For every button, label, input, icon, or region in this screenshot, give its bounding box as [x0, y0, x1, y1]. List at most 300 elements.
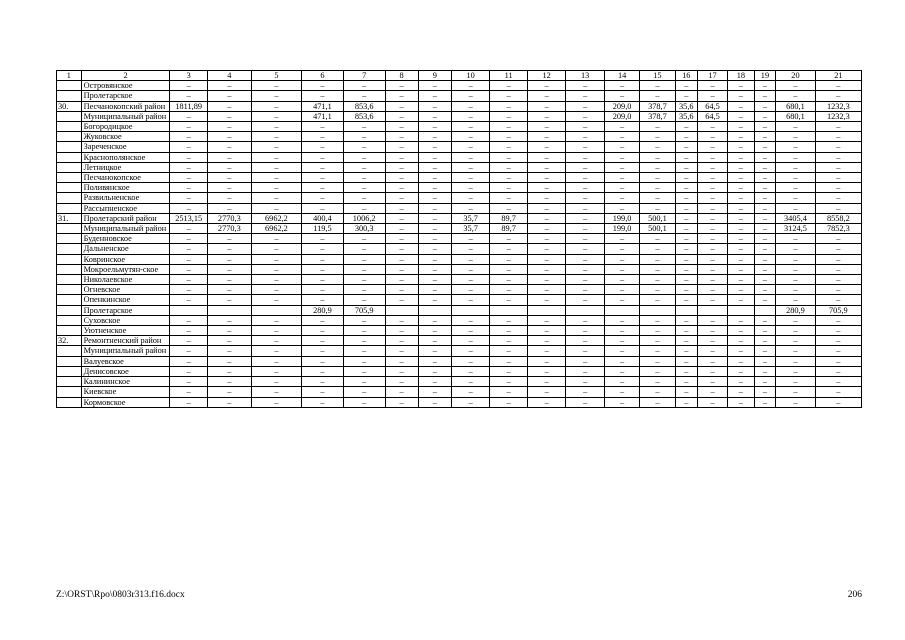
- value-cell: –: [251, 315, 301, 325]
- value-cell: –: [640, 244, 675, 254]
- table-row: [57, 203, 862, 213]
- value-cell: –: [640, 203, 675, 213]
- value-cell: 1811,89: [170, 101, 207, 111]
- value-cell: –: [490, 122, 527, 132]
- value-cell: –: [170, 152, 207, 162]
- value-cell: –: [604, 264, 639, 274]
- row-name-cell: Песчанокопское: [81, 173, 170, 183]
- value-cell: –: [728, 173, 755, 183]
- table-row: [57, 91, 862, 101]
- value-cell: –: [815, 234, 861, 244]
- value-cell: –: [418, 142, 451, 152]
- row-number-cell: [57, 152, 82, 162]
- value-cell: –: [776, 295, 816, 305]
- value-cell: –: [251, 356, 301, 366]
- row-number-cell: [57, 111, 82, 121]
- value-cell: –: [640, 142, 675, 152]
- column-header-16: 16: [675, 71, 697, 81]
- value-cell: –: [698, 142, 728, 152]
- value-cell: –: [566, 173, 605, 183]
- value-cell: –: [251, 162, 301, 172]
- value-cell: –: [604, 326, 639, 336]
- value-cell: –: [418, 366, 451, 376]
- value-cell: –: [451, 264, 490, 274]
- value-cell: –: [698, 346, 728, 356]
- value-cell: –: [815, 91, 861, 101]
- value-cell: –: [754, 81, 775, 91]
- value-cell: –: [566, 122, 605, 132]
- value-cell: –: [385, 295, 418, 305]
- value-cell: –: [207, 122, 251, 132]
- row-name-cell: Островянское: [81, 81, 170, 91]
- value-cell: –: [640, 387, 675, 397]
- row-name-cell: Краснополянское: [81, 152, 170, 162]
- value-cell: –: [675, 244, 697, 254]
- value-cell: –: [527, 91, 566, 101]
- row-number-cell: [57, 203, 82, 213]
- value-cell: 280,9: [776, 305, 816, 315]
- value-cell: –: [170, 183, 207, 193]
- value-cell: –: [490, 111, 527, 121]
- value-cell: –: [251, 81, 301, 91]
- value-cell: –: [207, 193, 251, 203]
- value-cell: –: [675, 264, 697, 274]
- value-cell: –: [815, 183, 861, 193]
- value-cell: –: [675, 387, 697, 397]
- value-cell: –: [604, 377, 639, 387]
- value-cell: –: [675, 254, 697, 264]
- value-cell: –: [490, 193, 527, 203]
- value-cell: –: [385, 336, 418, 346]
- value-cell: –: [207, 295, 251, 305]
- column-header-11: 11: [490, 71, 527, 81]
- value-cell: –: [728, 254, 755, 264]
- value-cell: –: [385, 173, 418, 183]
- value-cell: 471,1: [302, 111, 344, 121]
- value-cell: –: [754, 234, 775, 244]
- row-number-cell: [57, 264, 82, 274]
- value-cell: –: [385, 285, 418, 295]
- value-cell: –: [754, 387, 775, 397]
- value-cell: –: [640, 234, 675, 244]
- value-cell: –: [385, 356, 418, 366]
- value-cell: –: [207, 254, 251, 264]
- value-cell: –: [698, 213, 728, 223]
- value-cell: –: [343, 336, 385, 346]
- value-cell: –: [776, 91, 816, 101]
- row-name-cell: Огневское: [81, 285, 170, 295]
- value-cell: –: [776, 264, 816, 274]
- value-cell: –: [343, 193, 385, 203]
- value-cell: –: [490, 183, 527, 193]
- value-cell: –: [640, 336, 675, 346]
- value-cell: –: [754, 326, 775, 336]
- row-name-cell: Николаевское: [81, 275, 170, 285]
- value-cell: –: [207, 142, 251, 152]
- data-table-container: [56, 70, 862, 408]
- value-cell: –: [776, 81, 816, 91]
- value-cell: –: [776, 397, 816, 407]
- value-cell: 209,0: [604, 111, 639, 121]
- column-header-14: 14: [604, 71, 639, 81]
- value-cell: –: [451, 326, 490, 336]
- value-cell: –: [302, 152, 344, 162]
- value-cell: –: [815, 244, 861, 254]
- value-cell: –: [640, 183, 675, 193]
- table-row: [57, 387, 862, 397]
- value-cell: –: [815, 285, 861, 295]
- value-cell: –: [207, 91, 251, 101]
- row-name-cell: Калининское: [81, 377, 170, 387]
- value-cell: –: [170, 193, 207, 203]
- value-cell: [604, 305, 639, 315]
- row-name-cell: Поливянское: [81, 183, 170, 193]
- value-cell: –: [527, 183, 566, 193]
- value-cell: –: [251, 295, 301, 305]
- value-cell: –: [343, 162, 385, 172]
- value-cell: –: [527, 346, 566, 356]
- value-cell: –: [302, 122, 344, 132]
- table-row: [57, 193, 862, 203]
- value-cell: –: [566, 285, 605, 295]
- value-cell: –: [251, 377, 301, 387]
- value-cell: –: [170, 203, 207, 213]
- table-row: [57, 356, 862, 366]
- value-cell: –: [698, 254, 728, 264]
- value-cell: –: [343, 254, 385, 264]
- value-cell: –: [385, 203, 418, 213]
- value-cell: –: [170, 224, 207, 234]
- row-name-cell: Валуевское: [81, 356, 170, 366]
- column-header-18: 18: [728, 71, 755, 81]
- value-cell: –: [451, 142, 490, 152]
- value-cell: –: [604, 254, 639, 264]
- value-cell: –: [490, 91, 527, 101]
- value-cell: 500,1: [640, 213, 675, 223]
- value-cell: –: [343, 366, 385, 376]
- value-cell: –: [566, 91, 605, 101]
- value-cell: –: [754, 346, 775, 356]
- value-cell: –: [566, 244, 605, 254]
- value-cell: –: [675, 193, 697, 203]
- value-cell: –: [490, 387, 527, 397]
- data-table: [56, 70, 862, 408]
- row-number-cell: [57, 224, 82, 234]
- table-row: [57, 122, 862, 132]
- table-row: [57, 305, 862, 315]
- value-cell: –: [385, 142, 418, 152]
- value-cell: –: [418, 377, 451, 387]
- value-cell: –: [451, 254, 490, 264]
- value-cell: –: [776, 183, 816, 193]
- row-name-cell: Киевское: [81, 387, 170, 397]
- value-cell: –: [490, 295, 527, 305]
- value-cell: –: [698, 377, 728, 387]
- row-name-cell: Богородицкое: [81, 122, 170, 132]
- value-cell: –: [251, 264, 301, 274]
- value-cell: –: [754, 193, 775, 203]
- value-cell: –: [815, 397, 861, 407]
- value-cell: –: [698, 285, 728, 295]
- value-cell: –: [527, 132, 566, 142]
- value-cell: –: [675, 173, 697, 183]
- value-cell: –: [170, 397, 207, 407]
- table-row: [57, 244, 862, 254]
- value-cell: –: [566, 81, 605, 91]
- value-cell: –: [728, 81, 755, 91]
- value-cell: –: [566, 132, 605, 142]
- value-cell: –: [728, 275, 755, 285]
- table-row: [57, 295, 862, 305]
- value-cell: –: [640, 377, 675, 387]
- value-cell: –: [527, 111, 566, 121]
- table-row: [57, 224, 862, 234]
- value-cell: –: [251, 387, 301, 397]
- value-cell: –: [640, 193, 675, 203]
- value-cell: –: [302, 162, 344, 172]
- value-cell: –: [728, 326, 755, 336]
- value-cell: –: [418, 275, 451, 285]
- value-cell: –: [675, 315, 697, 325]
- value-cell: –: [698, 173, 728, 183]
- value-cell: –: [451, 366, 490, 376]
- table-row: [57, 397, 862, 407]
- value-cell: –: [490, 132, 527, 142]
- value-cell: –: [815, 356, 861, 366]
- value-cell: –: [640, 173, 675, 183]
- value-cell: 2513,15: [170, 213, 207, 223]
- table-row: [57, 111, 862, 121]
- column-header-15: 15: [640, 71, 675, 81]
- value-cell: –: [728, 366, 755, 376]
- row-number-cell: [57, 377, 82, 387]
- value-cell: –: [343, 377, 385, 387]
- value-cell: –: [776, 285, 816, 295]
- value-cell: –: [776, 132, 816, 142]
- column-header-9: 9: [418, 71, 451, 81]
- value-cell: –: [566, 162, 605, 172]
- value-cell: –: [604, 387, 639, 397]
- row-number-cell: [57, 162, 82, 172]
- value-cell: –: [343, 173, 385, 183]
- value-cell: 35,6: [675, 101, 697, 111]
- value-cell: –: [451, 173, 490, 183]
- value-cell: –: [728, 397, 755, 407]
- value-cell: –: [728, 203, 755, 213]
- value-cell: –: [207, 336, 251, 346]
- value-cell: 300,3: [343, 224, 385, 234]
- value-cell: –: [754, 244, 775, 254]
- value-cell: –: [170, 111, 207, 121]
- value-cell: –: [343, 81, 385, 91]
- value-cell: –: [728, 285, 755, 295]
- value-cell: –: [343, 397, 385, 407]
- value-cell: –: [170, 122, 207, 132]
- value-cell: –: [302, 132, 344, 142]
- value-cell: –: [698, 91, 728, 101]
- header-row: [57, 71, 862, 81]
- value-cell: –: [343, 275, 385, 285]
- value-cell: –: [418, 152, 451, 162]
- value-cell: [566, 305, 605, 315]
- value-cell: –: [675, 295, 697, 305]
- table-header: [57, 71, 862, 81]
- table-row: [57, 264, 862, 274]
- column-header-19: 19: [754, 71, 775, 81]
- value-cell: –: [640, 285, 675, 295]
- value-cell: –: [343, 142, 385, 152]
- value-cell: –: [451, 377, 490, 387]
- row-name-cell: Зареченское: [81, 142, 170, 152]
- value-cell: –: [566, 366, 605, 376]
- value-cell: –: [698, 387, 728, 397]
- value-cell: –: [302, 397, 344, 407]
- value-cell: –: [302, 173, 344, 183]
- value-cell: –: [698, 162, 728, 172]
- value-cell: 8558,2: [815, 213, 861, 223]
- value-cell: –: [815, 81, 861, 91]
- value-cell: –: [418, 193, 451, 203]
- value-cell: 199,0: [604, 213, 639, 223]
- value-cell: –: [527, 356, 566, 366]
- value-cell: –: [728, 224, 755, 234]
- value-cell: 119,5: [302, 224, 344, 234]
- value-cell: –: [698, 275, 728, 285]
- column-header-13: 13: [566, 71, 605, 81]
- value-cell: –: [675, 224, 697, 234]
- value-cell: –: [207, 377, 251, 387]
- value-cell: –: [675, 91, 697, 101]
- value-cell: –: [343, 244, 385, 254]
- value-cell: –: [302, 254, 344, 264]
- column-header-7: 7: [343, 71, 385, 81]
- value-cell: –: [527, 173, 566, 183]
- value-cell: –: [527, 122, 566, 132]
- value-cell: –: [385, 81, 418, 91]
- value-cell: –: [754, 173, 775, 183]
- value-cell: [640, 305, 675, 315]
- value-cell: –: [754, 264, 775, 274]
- value-cell: [251, 305, 301, 315]
- value-cell: –: [527, 162, 566, 172]
- row-name-cell: Жуковское: [81, 132, 170, 142]
- value-cell: –: [604, 315, 639, 325]
- row-name-cell: Летницкое: [81, 162, 170, 172]
- value-cell: –: [385, 234, 418, 244]
- value-cell: –: [527, 326, 566, 336]
- value-cell: –: [698, 234, 728, 244]
- value-cell: –: [776, 366, 816, 376]
- value-cell: 2770,3: [207, 213, 251, 223]
- value-cell: 209,0: [604, 101, 639, 111]
- value-cell: –: [418, 234, 451, 244]
- column-header-1: 1: [57, 71, 82, 81]
- value-cell: –: [302, 387, 344, 397]
- value-cell: –: [675, 142, 697, 152]
- value-cell: –: [170, 356, 207, 366]
- value-cell: –: [251, 326, 301, 336]
- value-cell: –: [776, 142, 816, 152]
- value-cell: –: [302, 193, 344, 203]
- value-cell: –: [451, 81, 490, 91]
- row-name-cell: Муниципальный район: [81, 224, 170, 234]
- footer-file-path: Z:\ORST\Rpo\0803r313.f16.docx: [56, 590, 185, 600]
- value-cell: –: [640, 356, 675, 366]
- value-cell: –: [251, 285, 301, 295]
- value-cell: –: [207, 326, 251, 336]
- value-cell: –: [385, 377, 418, 387]
- row-number-cell: [57, 397, 82, 407]
- value-cell: –: [566, 224, 605, 234]
- value-cell: –: [207, 366, 251, 376]
- value-cell: –: [728, 336, 755, 346]
- value-cell: –: [170, 142, 207, 152]
- value-cell: –: [343, 203, 385, 213]
- row-number-cell: [57, 81, 82, 91]
- value-cell: –: [207, 152, 251, 162]
- value-cell: –: [604, 122, 639, 132]
- value-cell: –: [451, 101, 490, 111]
- value-cell: –: [776, 387, 816, 397]
- value-cell: –: [343, 91, 385, 101]
- value-cell: –: [385, 315, 418, 325]
- row-name-cell: Муниципальный район: [81, 111, 170, 121]
- value-cell: –: [490, 275, 527, 285]
- value-cell: –: [418, 315, 451, 325]
- row-number-cell: [57, 275, 82, 285]
- value-cell: –: [754, 336, 775, 346]
- value-cell: 1232,3: [815, 111, 861, 121]
- row-number-cell: [57, 132, 82, 142]
- value-cell: –: [170, 387, 207, 397]
- value-cell: –: [451, 203, 490, 213]
- row-number-cell: 30.: [57, 101, 82, 111]
- value-cell: –: [815, 315, 861, 325]
- value-cell: –: [170, 254, 207, 264]
- row-number-cell: [57, 173, 82, 183]
- value-cell: –: [604, 336, 639, 346]
- row-number-cell: [57, 326, 82, 336]
- value-cell: –: [451, 193, 490, 203]
- row-number-cell: [57, 234, 82, 244]
- value-cell: 89,7: [490, 213, 527, 223]
- value-cell: –: [728, 264, 755, 274]
- row-number-cell: [57, 142, 82, 152]
- value-cell: –: [566, 275, 605, 285]
- value-cell: –: [604, 366, 639, 376]
- value-cell: –: [566, 377, 605, 387]
- value-cell: –: [418, 397, 451, 407]
- value-cell: –: [490, 326, 527, 336]
- value-cell: –: [385, 213, 418, 223]
- value-cell: –: [815, 132, 861, 142]
- value-cell: [207, 305, 251, 315]
- value-cell: –: [566, 203, 605, 213]
- value-cell: –: [604, 285, 639, 295]
- value-cell: –: [640, 346, 675, 356]
- table-row: [57, 213, 862, 223]
- row-number-cell: 32.: [57, 336, 82, 346]
- value-cell: –: [490, 101, 527, 111]
- value-cell: –: [675, 122, 697, 132]
- value-cell: –: [451, 244, 490, 254]
- value-cell: –: [527, 203, 566, 213]
- value-cell: –: [451, 315, 490, 325]
- value-cell: –: [385, 111, 418, 121]
- value-cell: –: [604, 142, 639, 152]
- value-cell: 705,9: [343, 305, 385, 315]
- table-row: [57, 377, 862, 387]
